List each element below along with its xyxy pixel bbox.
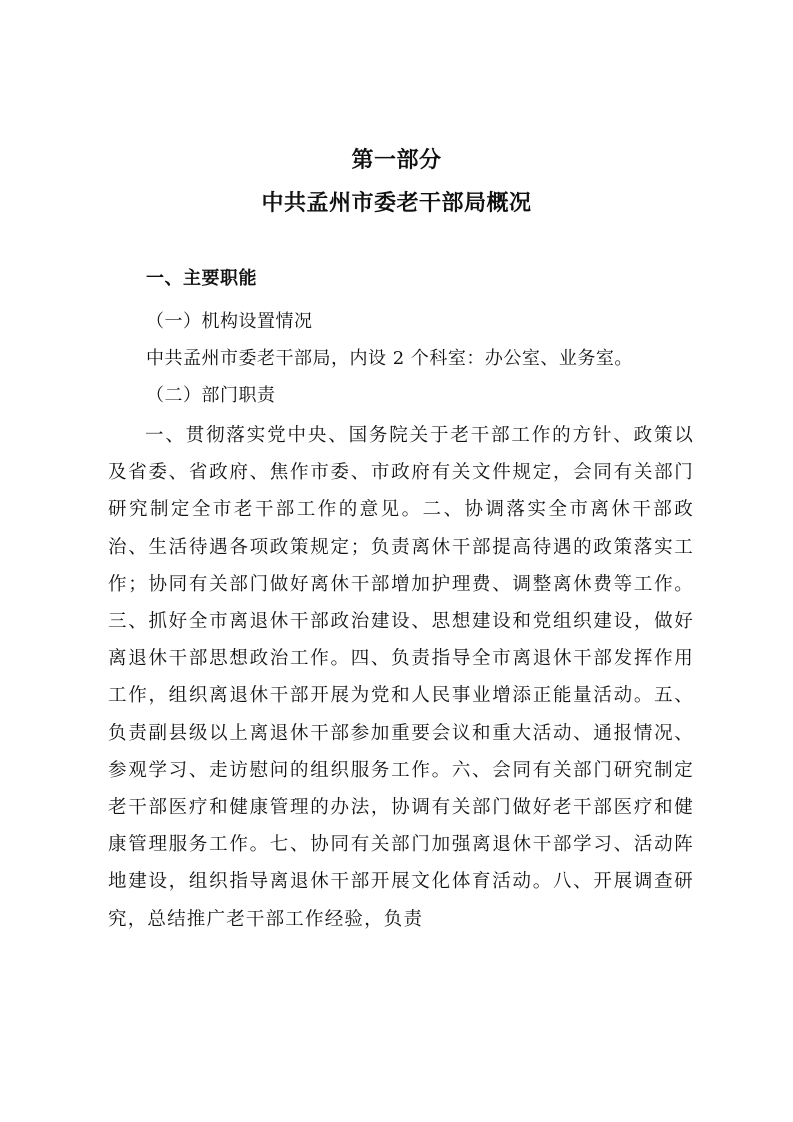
organization-title: 中共孟州市委老干部局概况: [261, 191, 532, 216]
part-title: 第一部分: [351, 148, 442, 173]
sub-heading-department-duties: （二）部门职责: [146, 385, 276, 406]
department-duties-paragraph: 一、贯彻落实党中央、国务院关于老干部工作的方针、政策以及省委、省政府、焦作市委、市政府有关文件规定，会同有关部门研究制定全市老干部工作的意见。二、协调落实全市离休干部政治、生活待遇各项政策规定；负责离休干部提高待遇的政策落实工作；协同有关部门做好离休干部增加护理费、调整离休费等工作。三、抓好全市离退休干部政治建设、思想建设和党组织建设，做好离退休干部思想政治工作。四、负责指导全市离退休干部发挥作用工作，组织离退休干部开展为党和人民事业增添正能量活动。五、负责副县级以上离退休干部参加重要会议和重大活动、通报情况、参观学习、走访慰问的组织服务工作。六、会同有关部门研究制定老干部医疗和健康管理的办法，协调有关部门做好老干部医疗和健康管理服务工作。七、协同有关部门加强离退休干部学习、活动阵地建设，组织指导离退休干部开展文化体育活动。八、开展调查研究，总结推广老干部工作经验，负责: [108, 425, 694, 930]
sub-heading-institution-setup: （一）机构设置情况: [146, 311, 313, 332]
institution-setup-text: 中共孟州市委老干部局，内设 2 个科室：办公室、业务室。: [146, 348, 633, 369]
section-heading-main-functions: 一、主要职能: [146, 268, 257, 289]
